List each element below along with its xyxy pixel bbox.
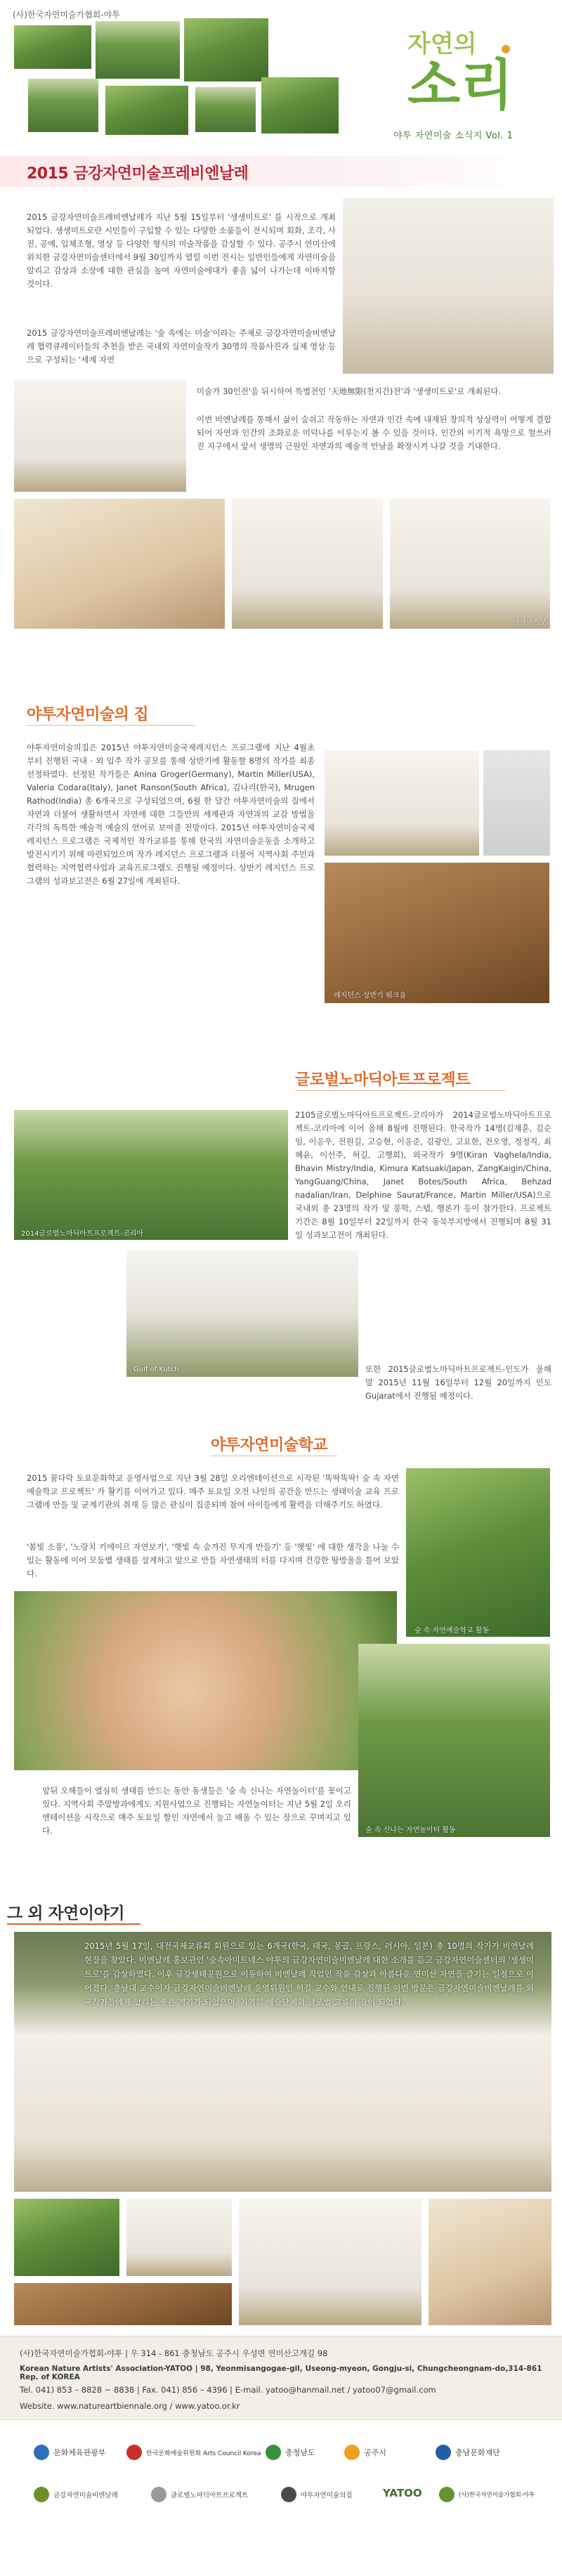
footer-contact: Tel. 041) 853 – 8828 ~ 8838 | Fax. 041) 856 – 4396 | E-mail. yatoo@hanmail.net / yatoo07@gmail.com <box>20 2385 436 2395</box>
section3-caption2: Gulf of Kutch <box>133 1366 179 1373</box>
header-photo-7 <box>261 77 339 133</box>
logo-line1: 자연의 <box>407 30 477 58</box>
newsletter-volume: 야투 자연미술 소식지 Vol. 1 <box>393 131 514 141</box>
sponsor-mark-icon <box>151 2487 166 2502</box>
section5-photo-small-5 <box>14 2283 232 2325</box>
section4-photo-kids-2 <box>358 1644 550 1837</box>
header-photo-2 <box>96 21 180 79</box>
section1-photo-wall <box>390 499 550 629</box>
section1-photo-gallery <box>343 198 554 374</box>
section4-photo-hands <box>14 1591 397 1770</box>
header-photo-5 <box>105 86 188 135</box>
section4-para2: '봄빛 소풍', '노랑치 키에이르 자연보기', '햇빛 속 숨겨진 무지개 만들기' 등 '햇빛' 에 대한 생각을 나눌 수 있는 활동에 이어 모둠별 생태를 설계하고 앞으로 만들 자연생태의 터를 다지며 건강한 땅방울을 틀어 보았다. <box>27 1542 400 1578</box>
sponsor-mark-icon <box>344 2445 360 2460</box>
section2-title: 야투자연미술의 집 <box>27 706 149 724</box>
section1-caption: 생생미트로 <box>513 619 547 627</box>
section1-para1: 2015 금강자연미술프레비엔날레가 지난 5월 15일부터 '생생미트로' 를 시작으로 개최되었다. 생생미트로란 시민들이 구입할 수 있는 다양한 소품들이 전시되며 회화, 조각, 사진, 공예, 입체조형, 영상 등 다양한 형식의 미술작품을 감상할 수 있다. 공주시 연미산에 위치한 금강자연미술센터에서 9월 30일까지 열릴 이번 전시는 일반인들에게 자연미술을 알리고 감상과 소장에 대한 관심을 높여 자연미술에대가 좋을 넓어 나가는데 이바지할 것이다. <box>27 212 336 289</box>
sponsor-label: 충남문화재단 <box>455 2448 500 2457</box>
sponsor-mark-icon <box>34 2487 49 2502</box>
logo-line2: 소리 <box>407 54 514 112</box>
header-photo-1 <box>14 25 91 69</box>
sponsor-arko <box>126 2445 261 2460</box>
section1-title: 2015 금강자연미술프레비엔날레 <box>27 165 249 183</box>
section1-para4: 이번 비엔날레를 통해서 삶이 숨쉬고 작동하는 자연과 인간 속에 내재된 창의적 상상력이 어떻게 결합되어 자연과 인간의 조화로운 미덕나를 이루는지 볼 수 있을 것이다. 인간의 이기적 욕망으로 헐쓰러진 지구에서 앞서 생명의 근원인 자연과의 예술적 만남을 확장시켜 나갈 것을 기대한다. <box>197 414 551 451</box>
section1-para3: 미술가 30인전'을 뒤시하여 특별전인 '天地無限(천지간)전'과 '생생미트로'로 개최된다. <box>197 386 502 396</box>
section3-title-rule <box>295 1090 506 1091</box>
section3-photo-forest <box>14 1110 288 1240</box>
sponsor-mark-icon <box>126 2445 142 2460</box>
sponsor-gongju <box>344 2445 386 2460</box>
sponsor-label: YATOO <box>383 2487 422 2499</box>
section3-photo-gulf <box>126 1250 358 1377</box>
section1-photo-sculpture <box>14 379 186 492</box>
section3-para2: 또한 2015글로벌노마딕아트프로젝트-인도가 올해 말 2015년 11월 16일부터 12월 20일까지 인도 Gujarat에서 진행될 예정이다. <box>365 1364 551 1401</box>
sponsor-mcst <box>34 2445 105 2460</box>
section2-photo-workshop-1 <box>325 750 479 856</box>
newsletter-logo <box>365 21 541 112</box>
sponsor-label: 한국문화예술위원회 Arts Council Korea <box>146 2450 261 2457</box>
section2-title-rule <box>27 725 195 726</box>
sponsor-label: 충청남도 <box>285 2448 315 2457</box>
section1-photo-frames <box>232 499 383 629</box>
section5-title: 그 외 자연이야기 <box>7 1904 125 1923</box>
footer-website: Website. www.natureartbiennale.org / www.yatoo.or.kr <box>20 2401 240 2411</box>
sponsor-knaa <box>439 2487 535 2502</box>
section2-caption: 레지던스 상반기 워크숍 <box>334 992 406 1000</box>
section5-photo-small-3 <box>239 2199 422 2325</box>
section1-para2: 2015 금강자연미술프레비엔날레는 '숲 속에는 미술'이라는 주제로 금강자연미술비엔날레 협력큐레이터들의 추천을 받은 국내외 자연미술작가 30명의 작품사진과 실제 영상 등으로 구성되는 '세계 자연 <box>27 328 336 365</box>
section2-para: 야투자연미술의집은 2015년 야투자연미술국제레지던스 프로그램에 지난 4월초부터 진행된 국내 · 외 입주 작가 공모를 통해 상반기에 활동할 8명의 작가를 최종 선정하였다. 선정된 작가들은 Anina Groger(Germany), Martin Miller(USA), Valeria Codara(Italy), Janet Ranson(South Africa), 김나리(한국), Mrugen Rathod(India) 총 6개국으로 구성되었으며, 6월 한 달간 야투자연미술의 집에서 자연과 더불어 생활하면서 자연에 대한 그들만의 세계관과 자연과의 교감 방법을 각각의 독특한 예술적 예술의 언어로 보여줄 전망이다. 2015년 야투자연미술국제레지던스 프로그램은 국제적인 작가교류를 통해 한국의 자연미술운동을 소개하고 발전시키기 위해 마련되었으며 작가 레지던스 프로그램과 더불어 지역사회 주민과 협력하는 지역협력사업과 교육프로그램도 진행될 예정이다. 상반기 레지던스 프로그램의 성과보고전은 6월 27일에 개최된다. <box>27 743 315 886</box>
sponsor-cnfoundation <box>436 2445 500 2460</box>
section4-title: 야투자연미술학교 <box>211 1437 328 1454</box>
section4-caption2: 숲 속 신나는 자연놀이터 활동 <box>365 1826 456 1834</box>
section5-photo-small-4 <box>429 2199 551 2325</box>
sponsor-biennale <box>34 2487 118 2502</box>
header-photo-4 <box>28 79 98 132</box>
sponsor-mark-icon <box>439 2487 455 2502</box>
sponsor-label: 글로벌노마딕아트프로젝트 <box>171 2492 249 2499</box>
section4-para1: 2015 꿈다락 토요문화학교 운영사업으로 지난 3월 28일 오리엔테이션으로 시작된 '똑딱똑딱! 숲 속 자연예술학교 프로젝트' 가 활기를 이어가고 있다. 매주 토요일 오전 나인의 공간을 만드는 생태미술 교육 프로그램에 만들 및 균계기관의 취재 등 많은 관심이 집중되며 참여 아이들에게 활력을 더해주기도 하였다. <box>27 1473 399 1510</box>
sponsor-label: 금강자연미술비엔날레 <box>53 2492 118 2499</box>
sponsor-yatoo <box>383 2487 422 2499</box>
section2-photo-workshop-2 <box>483 750 550 856</box>
header-photo-6 <box>195 87 256 132</box>
sponsor-mark-icon <box>281 2487 296 2502</box>
sponsor-label: 문화체육관광부 <box>53 2448 106 2457</box>
sponsor-residence <box>281 2487 352 2502</box>
section5-photo-small-1 <box>14 2199 119 2276</box>
header-photo-3 <box>184 18 268 81</box>
footer-address-kr: (사)한국자연미술가협회-야투 | 우 314 - 861 충청남도 공주시 우성면 연미산고개길 98 <box>20 2348 328 2358</box>
sponsor-mark-icon <box>436 2445 451 2460</box>
sponsor-mark-icon <box>266 2445 281 2460</box>
sponsor-chungnam <box>266 2445 315 2460</box>
section4-caption1: 숲 속 자연예술학교 활동 <box>414 1627 490 1635</box>
footer-address-en: Korean Nature Artists' Association-YATOO | 98, Yeonmisangogae-gil, Useong-myeon, Gongju-si, Chungcheongnam-do,314-861 Rep. of KOREA <box>20 2365 542 2381</box>
section4-para3: 앞뒤 오해들이 열심히 생태를 만드는 동안 동생들은 '숲 속 신나는 자연놀이터'를 꽃이고 있다. 지역사회 주말방과에게도 지원사업으로 진행되는 자연놀이터는 지난 5월 2일 오리엔테이션을 시작으로 매주 토요일 할인 자연에서 놀고 배울 수 있는 장으로 꾸며지고 있다. <box>42 1786 351 1836</box>
section1-photo-ceramics <box>14 499 225 629</box>
section3-para: 2105글로벌노마딕아트프로젝트-코리아가 2014글로벌노마딕아트프로젝트-코리아에 이어 올해 8월에 진행된다. 한국작가 14명(김재훈, 김순임, 이응우, 전원길, 고승현, 이응준, 김광인, 고요한, 전오영, 정정직, 최혜윤, 이선주, 허길, 고행희), 외국작가 9명(Kiran Vaghela/India, Bhavin Mistry/India, Kimura Katsuaki/Japan, ZangKaigin/China, YangGuang/China, Janet Botes/South Africa, Behzad nadalian/Iran, Delphine Saurat/France, Martin Miller/USA)으로 국내외 총 23명의 작가 및 풍학, 스탭, 행론가 등이 참가한다. 프로젝트 기간은 8월 10일부터 22일까지 한국 동북부지방에서 진행되며 8월 31일 성과보고전이 개최된다. <box>295 1110 551 1240</box>
section3-caption1: 2014글로벌노마딕아트프로젝트-코리아 <box>21 1230 143 1238</box>
sponsor-nomadic <box>151 2487 248 2502</box>
sponsor-mark-icon <box>34 2445 49 2460</box>
section5-photo-small-2 <box>126 2199 232 2276</box>
section4-photo-kids-1 <box>406 1468 550 1637</box>
section5-para: 2015년 5월 17일, 대전국제교류회 회원으로 있는 6개국(한국, 태국, 몽골, 프랑스, 러시아, 일본) 총 10명의 작가가 비엔날레 현장을 찾았다. 비엔날레 홍보관인 '숲속아미트네스 야투의 금강자연미술비엔날레 대한 소개를 듣고 금강자연미술센터의 '생생미트로'를 감상하였다. 이후 금강생태공원으로 이동하여 비엔날레 작업인 작품 감상과 아름다운 연미산 자연을 즐기는 일정으로 이어졌다. 충남대 교수이자 금강자연미술비엔날레 운영위원인 허길 교수와 안내로 진행된 이번 방문은 금강자연미술비엔날레를 외국작가들에게 알리는 좋은 계기가 되었으며, 지역의 예술단체와 글로벌 교류의 장이 되었다. <box>84 1941 534 2007</box>
section5-title-rule <box>7 1923 140 1925</box>
section3-title: 글로벌노마딕아트프로젝트 <box>295 1071 471 1089</box>
header-org-name: (사)한국자연미술가협회-야투 <box>13 10 120 20</box>
sponsor-label: (사)한국자연미술가협회-야투 <box>459 2492 535 2499</box>
sponsor-label: 공주시 <box>364 2448 386 2457</box>
sponsor-label: 야투자연미술의집 <box>301 2492 353 2499</box>
logo-leaf-icon <box>502 45 510 53</box>
section2-photo-workshop-3 <box>325 863 549 1003</box>
